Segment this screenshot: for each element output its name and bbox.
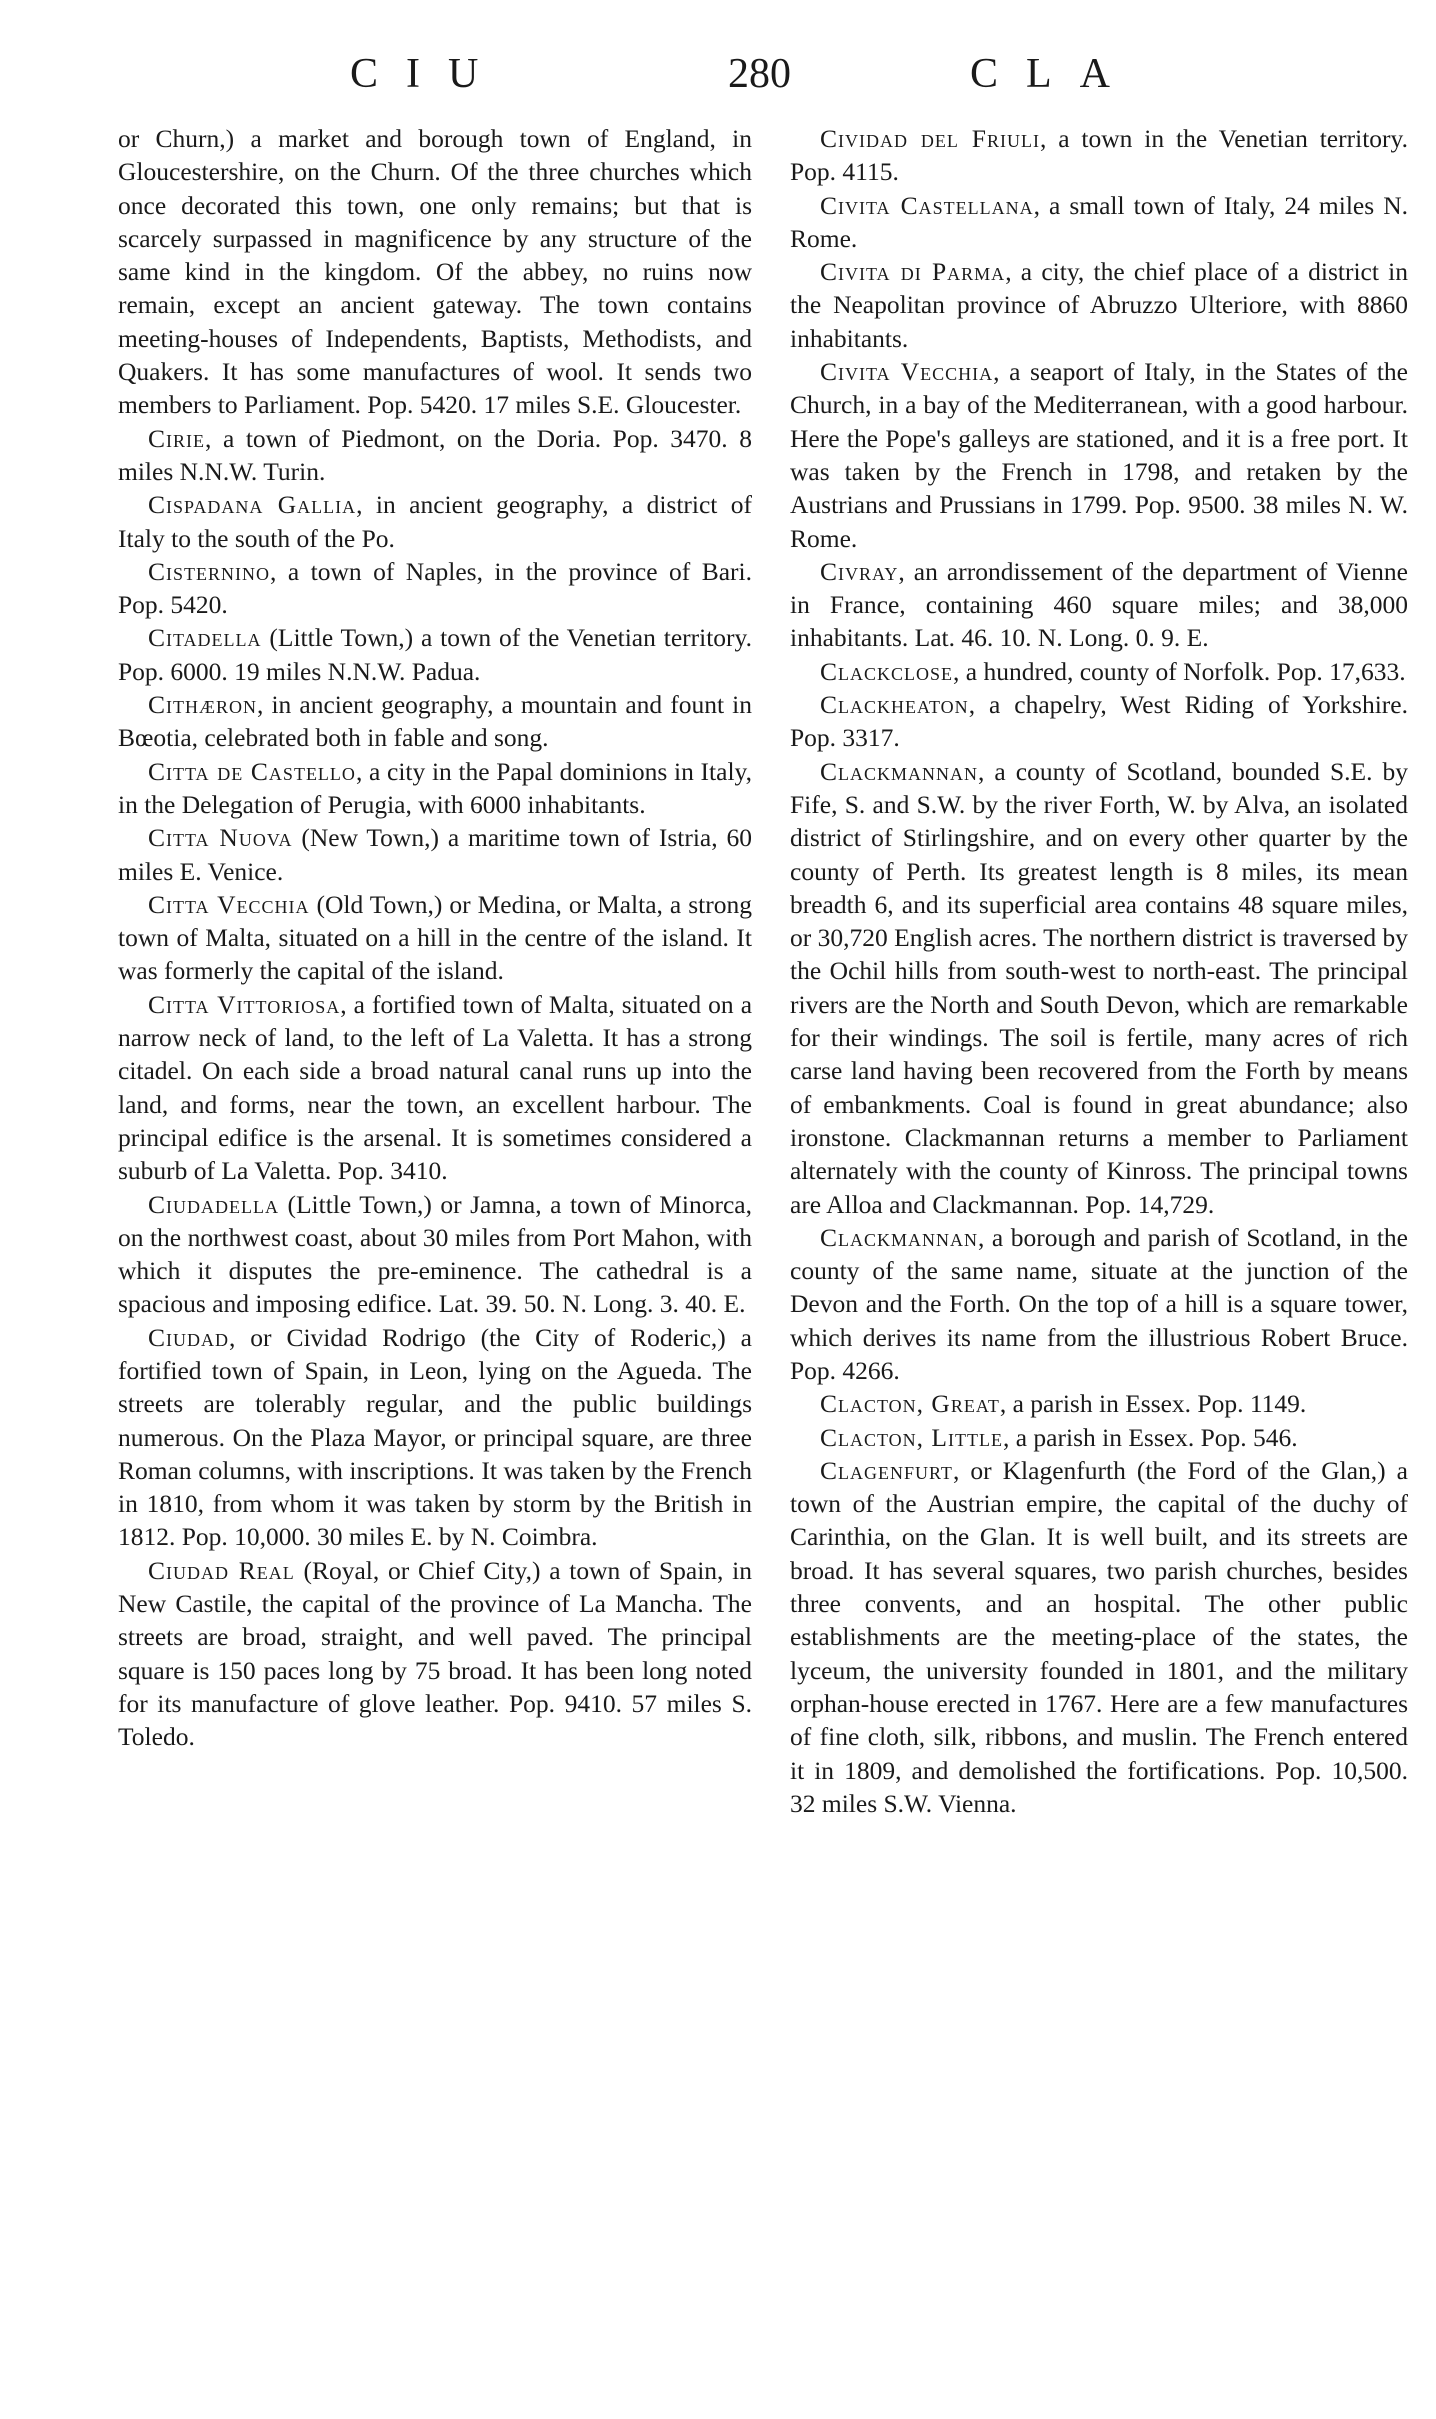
gazetteer-entry [790,1421,1408,1454]
entry-text: , a town in the Venetian territory. Pop. 4115. [790,124,1408,187]
entry-text: , a hundred, county of Norfolk. Pop. 17,633. [953,656,1406,686]
entry-headword: Cispadana Gallia [148,490,357,520]
entry-text: , an arrondissement of the department of Vienne in France, containing 460 square miles; and 38,000 inhabitants. Lat. 46. 10. N. Long. 0. 9. E. [790,556,1408,653]
entry-text: , a borough and parish of Scotland, in the county of the same name, situate at the junction of the Devon and the Forth. On the top of a hill is a square tower, which derives its name from the illustrious Robert Bruce. Pop. 4266. [790,1222,1408,1385]
entry-text: or Churn,) a market and borough town of England, in Gloucestershire, on the Churn. Of the three churches which once decorated this town, one only remains; but that is scarcely surpassed in magnificence by any structure of the same kind in the kingdom. Of the abbey, no ruins now remain, except an ancient gateway. The town contains meeting-houses of Independents, Baptists, Methodists, and Quakers. It has some manufactures of wool. It sends two members to Parliament. Pop. 5420. 17 miles S.E. Gloucester. [118,124,752,420]
entry-text: , a small town of Italy, 24 miles N. Rome. [790,190,1408,253]
left-column [118,122,752,1754]
entry-headword: Citta Vittoriosa [148,989,341,1019]
gazetteer-entry [118,755,752,822]
gazetteer-entry [118,621,752,688]
gazetteer-entry [790,122,1408,189]
entry-headword: Cisternino [148,556,271,586]
gazetteer-entry [118,988,752,1188]
gazetteer-entry [790,688,1408,755]
header-right-guide-word: CLA [970,51,1138,97]
gazetteer-entry [118,888,752,988]
gazetteer-entry [790,1454,1408,1820]
entry-headword: Clackmannan [820,1222,979,1252]
gazetteer-entry [790,1221,1408,1387]
entry-headword: Citadella [148,623,262,653]
entry-headword: Ciudad Real [148,1555,295,1585]
entry-headword: Clackmannan [820,756,979,786]
entry-text: , a city, the chief place of a district in the Neapolitan province of Abruzzo Ulteriore, with 8860 inhabitants. [790,257,1408,353]
gazetteer-entry [118,122,752,422]
entry-text: , a parish in Essex. Pop. 546. [1002,1422,1298,1452]
gazetteer-entry [790,555,1408,655]
entry-headword: Civita Vecchia [820,357,994,387]
gazetteer-entry [118,555,752,622]
gazetteer-entry [118,688,752,755]
entry-text: (Old Town,) or Medina, or Malta, a strong town of Malta, situated on a hill in the centre of the island. It was formerly the capital of the island. [118,889,752,986]
entry-text: , a county of Scotland, bounded S.E. by Fife, S. and S.W. by the river Forth, W. by Alva, an isolated district of Stirlingshire, and on every other quarter by the county of Perth. Its greatest length is 8 miles, its mean breadth 6, and its superficial area contains 48 square miles, or 30,720 English acres. The northern district is traversed by the Ochil hills from south-west to north-east. The principal rivers are the North and South Devon, which are remarkable for their windings. The soil is fertile, many acres of rich carse land having been recovered from the Forth by means of embankments. Coal is found in great abundance; also ironstone. Clackmannan returns a member to Parliament alternately with the county of Kinross. The principal towns are Alloa and Clackmannan. Pop. 14,729. [790,756,1408,1219]
gazetteer-entry [118,1188,752,1321]
entry-text: (Royal, or Chief City,) a town of Spain, in New Castile, the capital of the province of La Mancha. The streets are broad, straight, and well paved. The principal square is 150 paces long by 75 broad. It has been long noted for its manufacture of glove leather. Pop. 9410. 57 miles S. Toledo. [118,1555,752,1752]
right-column [790,122,1408,1820]
header-left-guide-word: CIU [350,51,507,97]
gazetteer-entry [118,488,752,555]
running-header [0,50,1436,120]
entry-text: , a town of Piedmont, on the Doria. Pop. 3470. 8 miles N.N.W. Turin. [118,423,752,486]
entry-text: , or Klagenfurth (the Ford of the Glan,) a town of the Austrian empire, the capital of the duchy of Carinthia, on the Glan. It is well built, and its streets are broad. It has several squares, two parish churches, besides three convents, and an hospital. The other public establishments are the meeting-place of the states, the lyceum, the university founded in 1801, and the military orphan-house erected in 1767. Here are a few manufactures of fine cloth, silk, ribbons, and muslin. The French entered it in 1809, and demolished the fortifications. Pop. 10,500. 32 miles S.W. Vienna. [790,1455,1408,1818]
entry-text: , or Cividad Rodrigo (the City of Roderic,) a fortified town of Spain, in Leon, lying on the Agueda. The streets are tolerably regular, and the public buildings numerous. On the Plaza Mayor, or principal square, are three Roman columns, with inscriptions. It was taken by the French in 1810, from whom it was taken by storm by the British in 1812. Pop. 10,000. 30 miles E. by N. Coimbra. [118,1322,752,1552]
entry-headword: Citta Nuova [148,823,293,853]
entry-headword: Citta Vecchia [148,889,310,919]
gazetteer-entry [790,1387,1408,1420]
entry-text: , a parish in Essex. Pop. 1149. [999,1389,1307,1419]
gazetteer-entry [790,255,1408,355]
entry-headword: Citta de Castello [148,756,356,786]
gazetteer-entry [790,355,1408,555]
entry-headword: Civita di Parma [820,257,1006,287]
entry-text: , in ancient geography, a mountain and fount in Bœotia, celebrated both in fable and song. [118,690,752,753]
entry-headword: Ciudadella [148,1189,279,1219]
entry-headword: Civita Castellana [820,190,1034,220]
gazetteer-entry [118,422,752,489]
entry-headword: Cirie [148,423,205,453]
entry-text: (New Town,) a maritime town of Istria, 60 miles E. Venice. [118,823,752,886]
entry-headword: Clagenfurt [820,1455,953,1485]
gazetteer-entry [790,189,1408,256]
entry-headword: Civray [820,556,899,586]
entry-text: (Little Town,) or Jamna, a town of Minorca, on the northwest coast, about 30 miles from Port Mahon, with which it disputes the pre-eminence. The cathedral is a spacious and imposing edifice. Lat. 39. 50. N. Long. 3. 40. E. [118,1189,752,1319]
entry-text: , a city in the Papal dominions in Italy, in the Delegation of Perugia, with 6000 inhabitants. [118,756,752,819]
entry-headword: Clackheaton [820,690,969,720]
gazetteer-entry [790,655,1408,688]
entry-text: , a chapelry, West Riding of Yorkshire. Pop. 3317. [790,690,1408,753]
entry-headword: Cithæron [148,690,258,720]
entry-text: (Little Town,) a town of the Venetian territory. Pop. 6000. 19 miles N.N.W. Padua. [118,623,752,686]
entry-headword: Clacton, Little [820,1422,1003,1452]
entry-text: , a fortified town of Malta, situated on a narrow neck of land, to the left of La Valetta. It has a strong citadel. On each side a broad natural canal runs up into the land, and forms, near the town, an excellent harbour. The principal edifice is the arsenal. It is sometimes considered a suburb of La Valetta. Pop. 3410. [118,989,753,1186]
gazetteer-entry [118,1321,752,1554]
gazetteer-entry [790,755,1408,1221]
entry-headword: Cividad del Friuli [820,124,1040,153]
gazetteer-entry [118,821,752,888]
entry-headword: Ciudad [148,1322,229,1352]
page-number: 280 [728,51,791,97]
entry-headword: Clacton, Great [820,1389,1000,1419]
entry-text: , a town of Naples, in the province of Bari. Pop. 5420. [118,556,752,620]
entry-text: , a seaport of Italy, in the States of the Church, in a bay of the Mediterranean, with a good harbour. Here the Pope's galleys are stationed, and it is a free port. It was taken by the French in 1798, and retaken by the Austrians and Prussians in 1799. Pop. 9500. 38 miles N. W. Rome. [790,357,1408,553]
gazetteer-entry [118,1554,752,1754]
entry-headword: Clackclose [820,656,954,686]
entry-text: , in ancient geography, a district of Italy to the south of the Po. [118,490,753,553]
